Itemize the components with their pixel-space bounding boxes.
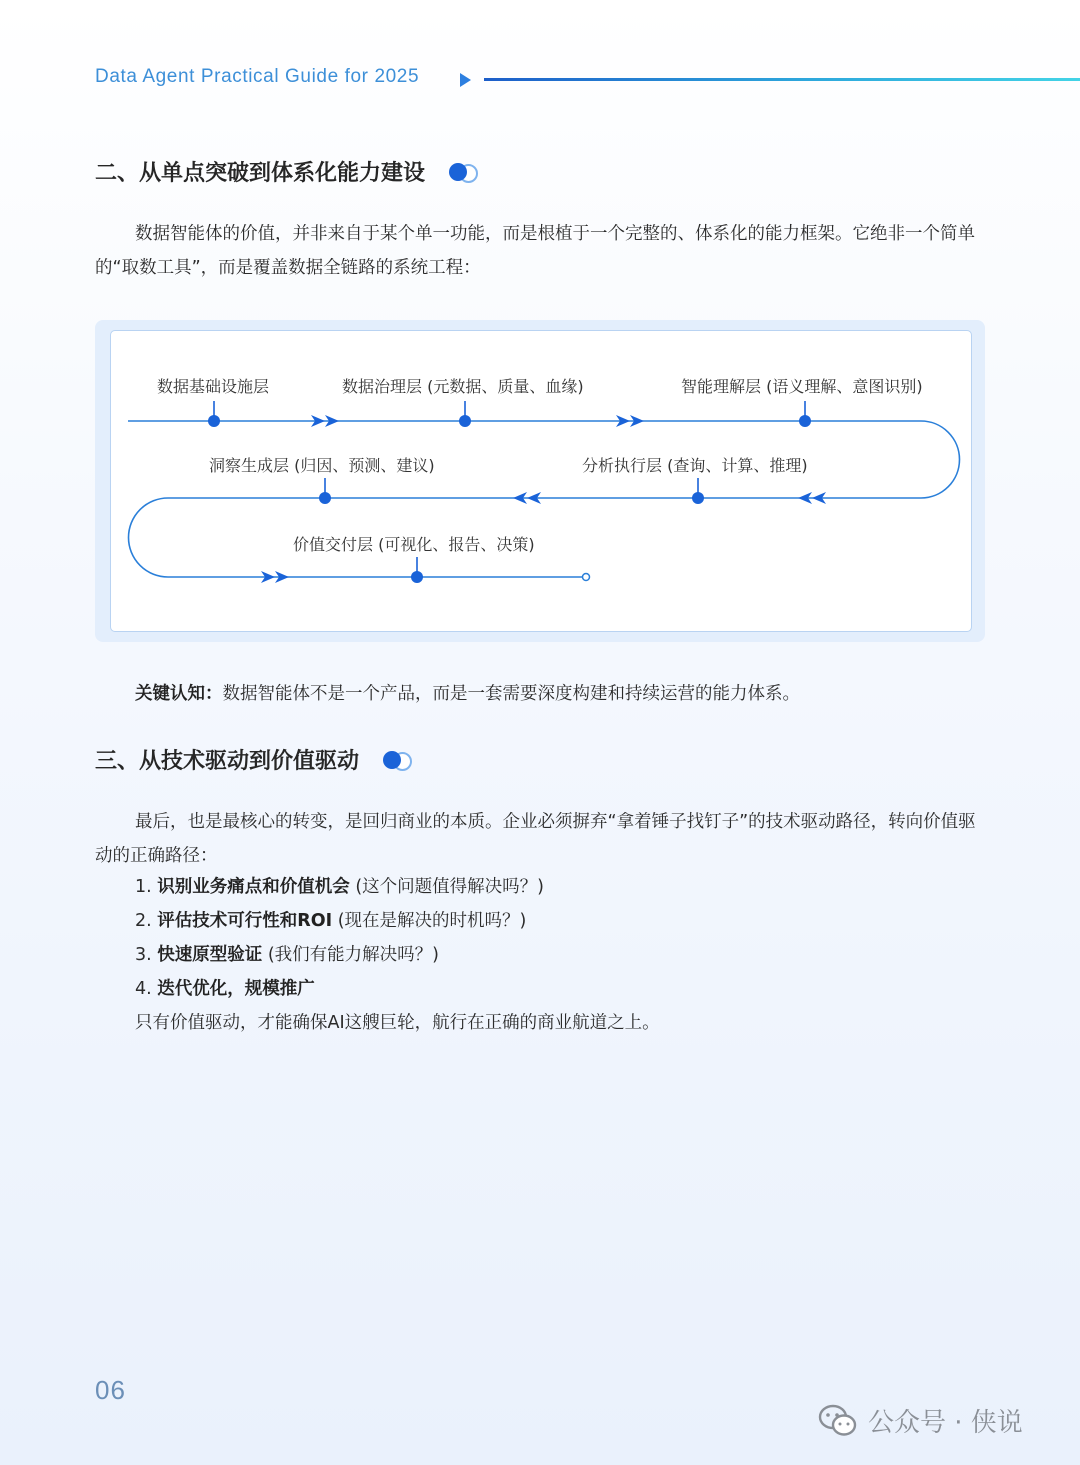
list-item: 2. 评估技术可行性和ROI (现在是解决的时机吗？) [135,911,527,931]
header-rule [484,78,1080,81]
page-number: 06 [95,1375,126,1405]
layer-diagram [95,320,985,642]
layer-label-execution: 分析执行层 (查询、计算、推理) [582,456,808,475]
layer-node [692,492,704,504]
list-item: 3. 快速原型验证 (我们有能力解决吗？) [135,945,439,965]
play-arrow-icon [460,73,471,87]
watermark [818,1402,1023,1439]
section2-paragraph [95,217,990,285]
layer-node [799,415,811,427]
wechat-icon [818,1404,858,1438]
chevron-right-icon [261,571,289,583]
key-insight-label: 关键认知： [135,684,223,704]
watermark-text: 公众号 · 侠说 [868,1408,1023,1438]
section3-title: 三、从技术驱动到价值驱动 [95,749,360,774]
section2-paragraph-text: 数据智能体的价值，并非来自于某个单一功能，而是根植于一个完整的、体系化的能力框架。它绝非一个简单的“取数工具”，而是覆盖数据全链路的系统工程： [95,224,975,278]
list-item: 4. 迭代优化，规模推广 [135,979,315,999]
section3-conclusion: 只有价值驱动，才能确保AI这艘巨轮，航行在正确的商业航道之上。 [135,1013,660,1033]
section3-heading [95,744,413,775]
flow-end-node [583,574,590,581]
section2-heading [95,156,479,187]
section2-title: 二、从单点突破到体系化能力建设 [95,161,426,186]
toggle-icon [383,751,413,769]
layer-diagram-card [110,330,972,632]
section3-paragraph [95,805,990,873]
layer-label-understanding: 智能理解层 (语义理解、意图识别) [681,377,923,396]
list-item: 1. 识别业务痛点和价值机会 (这个问题值得解决吗？) [135,877,544,897]
key-insight [135,680,800,705]
layer-label-governance: 数据治理层 (元数据、质量、血缘) [342,377,584,396]
layer-node [319,492,331,504]
layer-node [208,415,220,427]
section3-paragraph-text: 最后，也是最核心的转变，是回归商业的本质。企业必须摒弃“拿着锤子找钉子”的技术驱动路径，转向价值驱动的正确路径： [95,812,976,866]
header-title: Data Agent Practical Guide for 2025 [95,66,420,87]
layer-node [411,571,423,583]
key-insight-text: 数据智能体不是一个产品，而是一套需要深度构建和持续运营的能力体系。 [222,684,800,704]
layer-label-infrastructure: 数据基础设施层 [157,377,270,396]
layer-label-delivery: 价值交付层 (可视化、报告、决策) [293,535,535,554]
layer-label-insight: 洞察生成层 (归因、预测、建议) [209,456,435,475]
layer-node [459,415,471,427]
toggle-icon [449,163,479,181]
